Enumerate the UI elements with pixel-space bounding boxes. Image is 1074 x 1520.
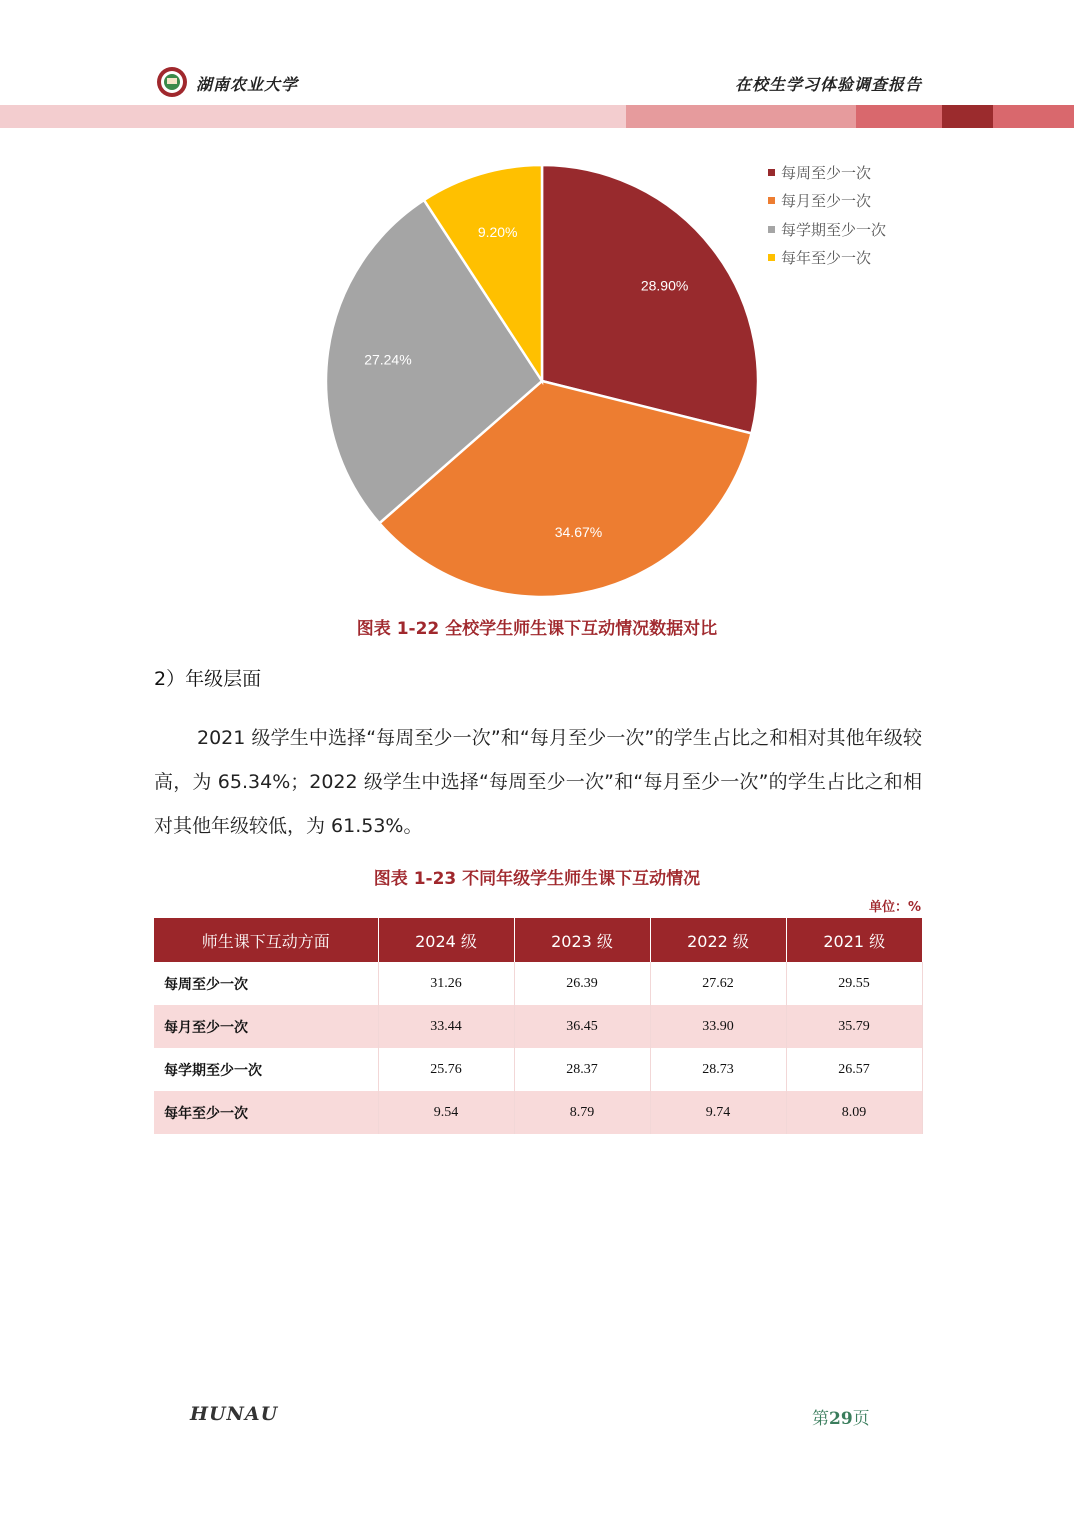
table-row: [154, 1048, 922, 1091]
chart-legend: [768, 158, 886, 272]
legend-label: 每年至少一次: [781, 249, 872, 268]
chart-caption: 图表 1-22 全校学生师生课下互动情况数据对比: [356, 619, 718, 639]
header-university-name: 湖南农业大学: [196, 75, 299, 94]
table-cell: 8.09: [786, 1091, 922, 1134]
pie-data-label: 34.67%: [554, 524, 603, 541]
legend-swatch: [768, 254, 775, 261]
page-prefix: 第: [812, 1409, 829, 1429]
table-cell: 26.57: [786, 1048, 922, 1091]
table-header-cell: 2023 级: [514, 918, 650, 962]
header-band-1: [0, 105, 626, 128]
pie-chart: [310, 150, 780, 610]
table-cell: 8.79: [514, 1091, 650, 1134]
header-band-4: [942, 105, 993, 128]
pie-data-label: 27.24%: [364, 351, 412, 368]
table-cell: 36.45: [514, 1005, 650, 1048]
table-unit: 单位：%: [868, 900, 921, 915]
table-cell: 33.90: [650, 1005, 786, 1048]
table-row: [154, 1091, 922, 1134]
legend-swatch: [768, 169, 775, 176]
table-cell: 27.62: [650, 962, 786, 1005]
table-header-cell: 师生课下互动方面: [154, 918, 378, 962]
table-cell: 29.55: [786, 962, 922, 1005]
table-cell: 28.73: [650, 1048, 786, 1091]
section-heading: 2）年级层面: [154, 668, 262, 690]
legend-swatch: [768, 226, 775, 233]
table-cell: 9.74: [650, 1091, 786, 1134]
legend-item: [768, 215, 886, 244]
legend-item: [768, 187, 886, 216]
header-band-5: [993, 105, 1074, 128]
table-row-label: 每月至少一次: [154, 1005, 378, 1048]
footer-brand: HUNAU: [190, 1403, 279, 1425]
table-caption: 图表 1-23 不同年级学生师生课下互动情况: [373, 869, 701, 889]
page-suffix: 页: [852, 1409, 870, 1429]
table-header-cell: 2022 级: [650, 918, 786, 962]
table-row: [154, 1005, 922, 1048]
page-number: [812, 1404, 870, 1429]
header-band-2: [626, 105, 856, 128]
table-cell: 9.54: [378, 1091, 514, 1134]
pie-data-label: 28.90%: [640, 277, 689, 294]
legend-label: 每月至少一次: [781, 192, 872, 211]
table-row-label: 每周至少一次: [154, 962, 378, 1005]
table-header-cell: 2021 级: [786, 918, 922, 962]
table-cell: 28.37: [514, 1048, 650, 1091]
legend-label: 每学期至少一次: [781, 220, 887, 239]
university-logo: [156, 66, 188, 98]
pie-data-label: 9.20%: [477, 223, 518, 240]
table-cell: 35.79: [786, 1005, 922, 1048]
table-cell: 26.39: [514, 962, 650, 1005]
header-band-3: [856, 105, 942, 128]
legend-label: 每周至少一次: [781, 163, 872, 182]
table-header-cell: 2024 级: [378, 918, 514, 962]
legend-item: [768, 244, 886, 273]
body-paragraph: 2021 级学生中选择“每周至少一次”和“每月至少一次”的学生占比之和相对其他年级较高，为 65.34%；2022 级学生中选择“每周至少一次”和“每月至少一次”的学生占比之和相对其他年级较低，为 61.53%。: [154, 727, 922, 837]
legend-item: [768, 158, 886, 187]
table-cell: 31.26: [378, 962, 514, 1005]
data-table: [154, 918, 923, 1134]
header-report-title: 在校生学习体验调查报告: [734, 75, 922, 94]
table-header-row: [154, 918, 922, 962]
table-row-label: 每学期至少一次: [154, 1048, 378, 1091]
legend-swatch: [768, 197, 775, 204]
table-cell: 33.44: [378, 1005, 514, 1048]
table-row-label: 每年至少一次: [154, 1091, 378, 1134]
table-row: [154, 962, 922, 1005]
table-cell: 25.76: [378, 1048, 514, 1091]
page-number-value: 29: [829, 1409, 853, 1429]
